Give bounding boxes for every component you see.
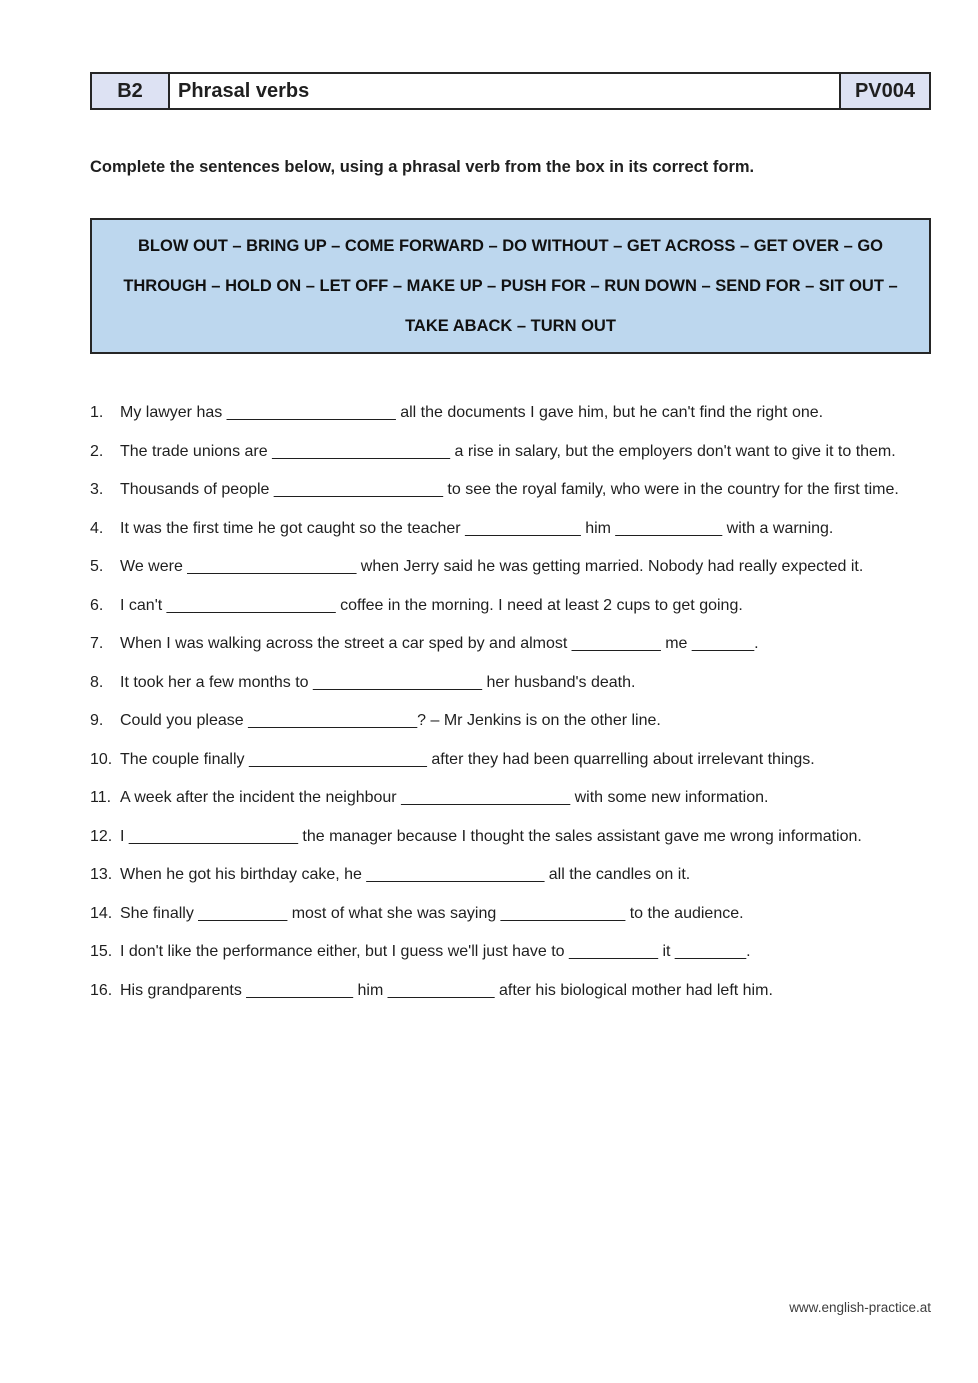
instruction-text: Complete the sentences below, using a phrasal verb from the box in its correct form. [90, 158, 755, 176]
item-text: My lawyer has ___________________ all the documents I gave him, but he can't find the right one. [120, 404, 824, 421]
item-number: 7. [90, 635, 104, 652]
exercise-item-5 [90, 548, 931, 587]
item-text: It was the first time he got caught so the teacher _____________ him ____________ with a warning. [120, 519, 834, 537]
exercise-item-7 [90, 625, 931, 664]
item-number: 10. [90, 750, 113, 768]
exercise-item-15 [90, 933, 931, 972]
exercise-item-16 [90, 972, 931, 1011]
worksheet-title: Phrasal verbs [169, 73, 840, 109]
worksheet-header [90, 72, 931, 110]
item-text: It took her a few months to ___________________ her husband's death. [120, 673, 636, 691]
worksheet-content [90, 0, 931, 1010]
item-text: A week after the incident the neighbour ___________________ with some new information. [120, 789, 769, 806]
footer-url: www.english-practice.at [789, 1300, 931, 1315]
item-text: We were ___________________ when Jerry said he was getting married. Nobody had really expected it. [120, 558, 864, 575]
phrasal-verb-box: BLOW OUT – BRING UP – COME FORWARD – DO WITHOUT – GET ACROSS – GET OVER – GO THROUGH – HOLD ON – LET OFF – MAKE UP – PUSH FOR – RUN DOWN – SEND FOR – SIT OUT – TAKE ABACK – TURN OUT [90, 218, 931, 354]
item-number: 5. [90, 558, 104, 575]
item-number: 4. [90, 519, 104, 537]
exercise-item-13 [90, 856, 931, 895]
exercise-list [90, 394, 931, 1010]
item-number: 9. [90, 712, 104, 729]
exercise-item-12 [90, 818, 931, 857]
exercise-item-6 [90, 587, 931, 626]
item-text: She finally __________ most of what she was saying ______________ to the audience. [120, 904, 744, 922]
item-text: His grandparents ____________ him ____________ after his biological mother had left him. [120, 981, 773, 999]
item-number: 12. [90, 827, 113, 845]
item-text: The trade unions are ____________________ a rise in salary, but the employers don't want to give it to them. [120, 442, 896, 460]
item-text: Could you please ___________________? – Mr Jenkins is on the other line. [120, 712, 661, 729]
item-number: 16. [90, 981, 113, 999]
item-number: 1. [90, 404, 104, 421]
item-number: 15. [90, 943, 113, 960]
item-number: 13. [90, 866, 113, 883]
item-number: 2. [90, 442, 104, 460]
item-number: 8. [90, 673, 104, 691]
item-text: When I was walking across the street a car sped by and almost __________ me _______. [120, 635, 759, 652]
item-number: 3. [90, 481, 104, 498]
exercise-item-11 [90, 779, 931, 818]
item-number: 14. [90, 904, 113, 922]
item-text: When he got his birthday cake, he ____________________ all the candles on it. [120, 866, 691, 883]
item-number: 6. [90, 596, 104, 614]
exercise-item-8 [90, 664, 931, 703]
exercise-item-3 [90, 471, 931, 510]
exercise-item-2 [90, 433, 931, 472]
item-number: 11. [90, 789, 112, 806]
exercise-item-9 [90, 702, 931, 741]
exercise-item-1 [90, 394, 931, 433]
level-badge: B2 [91, 73, 169, 109]
item-text: I don't like the performance either, but I guess we'll just have to __________ it ________. [120, 943, 751, 960]
item-text: Thousands of people ___________________ to see the royal family, who were in the country for the first time. [120, 481, 899, 498]
item-text: The couple finally ____________________ after they had been quarrelling about irrelevant things. [120, 750, 815, 768]
exercise-item-14 [90, 895, 931, 934]
item-text: I can't ___________________ coffee in the morning. I need at least 2 cups to get going. [120, 596, 743, 614]
worksheet-code: PV004 [840, 73, 930, 109]
exercise-item-4 [90, 510, 931, 549]
exercise-item-10 [90, 741, 931, 780]
item-text: I ___________________ the manager because I thought the sales assistant gave me wrong information. [120, 827, 862, 845]
